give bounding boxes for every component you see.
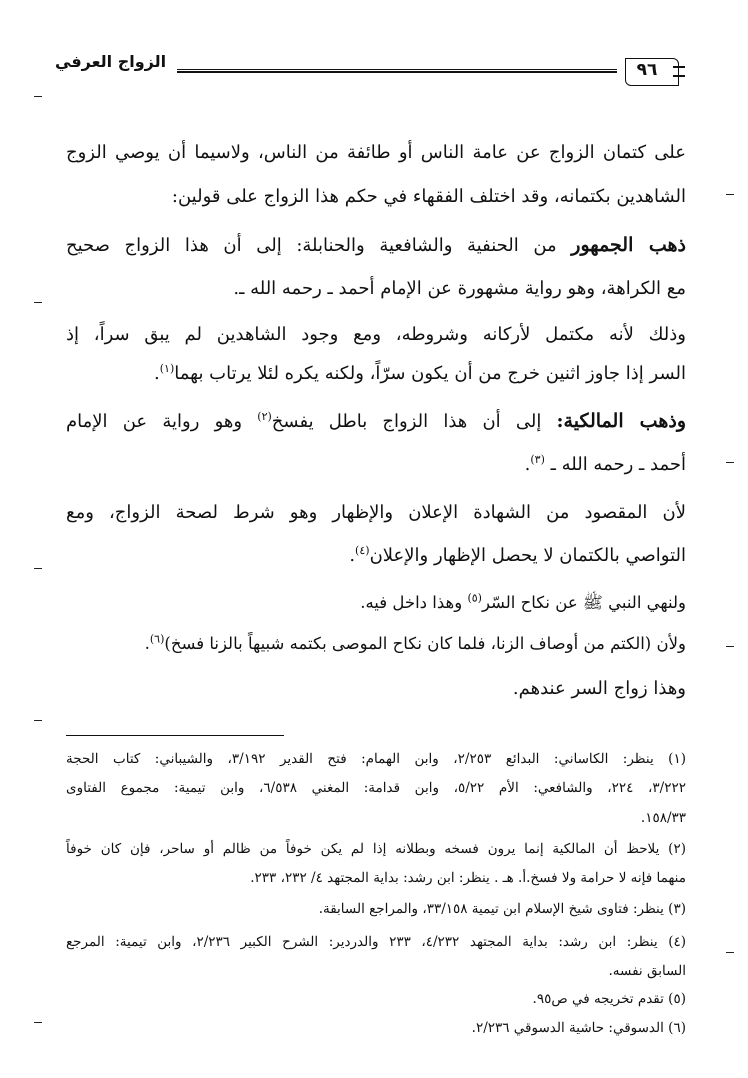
text-span: . bbox=[524, 454, 531, 475]
footnote-line: (٤) ينظر: ابن رشد: بداية المجتهد ٤/٢٣٢، ٢٣٣ والدردير: الشرح الكبير ٢/٢٣٦، وابن تيمية: المرجع bbox=[66, 934, 687, 950]
footnote-ref: (٢) bbox=[257, 410, 272, 423]
text-span: إلى أن هذا الزواج باطل يفسخ bbox=[271, 411, 557, 432]
text-line: وهذا زواج السر عندهم. bbox=[512, 678, 686, 699]
margin-tick bbox=[726, 952, 734, 953]
text-span: السر إذا جاوز اثنين خرج من أن يكون سرّاً، ولكنه يكره لئلا يرتاب بهما bbox=[174, 363, 686, 384]
footnote-line: (٦) الدسوقي: حاشية الدسوقي ٢/٢٣٦. bbox=[471, 1020, 686, 1036]
footnote-line: السابق نفسه. bbox=[608, 963, 686, 979]
footnote-line: ٣/٢٢٢، ٢٢٤، والشافعي: الأم ٥/٢٢، وابن قدامة: المغني ٦/٥٣٨، وابن تيمية: مجموع الفتاوى bbox=[66, 780, 686, 796]
text-line bbox=[360, 590, 686, 616]
margin-tick bbox=[726, 646, 734, 647]
footnote-line: منهما فإنه لا حرامة ولا فسخ.أ. هـ . ينظر: ابن رشد: بداية المجتهد ٤/ ٢٣٢، ٢٣٣. bbox=[250, 870, 686, 886]
footnote-line: (٥) تقدم تخريجه في ص٩٥. bbox=[532, 991, 686, 1007]
footnote-line: (٢) يلاحظ أن المالكية إنما يرون فسخه وبطلانه إذا لم يكن خوفاً من ظالم أو ساحر، فإن كان خوفاً bbox=[66, 841, 686, 857]
margin-tick bbox=[726, 462, 734, 463]
bold-term: ذهب الجمهور bbox=[571, 234, 686, 256]
margin-tick bbox=[34, 1022, 42, 1023]
header-rule bbox=[177, 69, 617, 73]
header-rule-tail bbox=[673, 66, 685, 77]
header-title: الزواج العرفي bbox=[55, 52, 167, 71]
text-span: من الحنفية والشافعية والحنابلة: إلى أن هذا الزواج صحيح bbox=[66, 235, 572, 256]
text-span: ولنهي النبي ﷺ عن نكاح السّر bbox=[481, 593, 686, 612]
text-line: وذلك لأنه مكتمل لأركانه وشروطه، ومع وجود الشاهدين لم يبق سراً، إذ bbox=[66, 324, 686, 345]
text-line bbox=[66, 408, 686, 435]
text-line bbox=[154, 361, 686, 387]
footnote-ref: (١) bbox=[159, 362, 175, 375]
text-span: وهو رواية عن الإمام bbox=[66, 411, 258, 432]
margin-tick bbox=[34, 96, 42, 97]
text-span: ولأن (الكتم من أوصاف الزنا، فلما كان نكاح الموصى بكتمه شبيهاً بالزنا فسخ) bbox=[164, 634, 686, 653]
text-line: مع الكراهة، وهو رواية مشهورة عن الإمام أحمد ـ رحمه الله ـ. bbox=[233, 278, 686, 299]
text-line: على كتمان الزواج عن عامة الناس أو طائفة من الناس، ولاسيما أن يوصي الزوج bbox=[66, 142, 686, 163]
footnote-line: (٣) ينظر: فتاوى شيخ الإسلام ابن تيمية ٣٣/١٥٨، والمراجع السابقة. bbox=[318, 901, 686, 917]
running-header bbox=[55, 44, 685, 100]
footnote-separator bbox=[66, 735, 284, 736]
text-span: التواصي بالكتمان لا يحصل الإظهار والإعلان bbox=[369, 545, 686, 566]
text-span: . bbox=[349, 545, 356, 566]
text-line bbox=[525, 452, 686, 478]
footnote-ref: (٤) bbox=[355, 544, 370, 557]
margin-tick bbox=[34, 720, 42, 721]
text-line bbox=[66, 232, 686, 259]
text-span: وهذا داخل فيه. bbox=[360, 593, 468, 612]
text-span: . bbox=[144, 634, 150, 653]
margin-tick bbox=[34, 302, 42, 303]
footnote-ref: (٦) bbox=[149, 632, 165, 646]
footnote-ref: (٣) bbox=[530, 453, 545, 466]
text-span: . bbox=[154, 363, 160, 384]
text-line bbox=[349, 543, 686, 569]
page-number: ٩٦ bbox=[636, 60, 658, 80]
footnote-ref: (٥) bbox=[467, 591, 482, 605]
text-line bbox=[145, 631, 686, 657]
footnote-line: ١٥٨/٣٣. bbox=[640, 810, 686, 826]
margin-tick bbox=[34, 568, 42, 569]
bold-term: وذهب المالكية: bbox=[556, 410, 686, 432]
text-span: أحمد ـ رحمه الله ـ bbox=[544, 454, 686, 475]
margin-tick bbox=[726, 194, 734, 195]
text-line: لأن المقصود من الشهادة الإعلان والإظهار وهو شرط لصحة الزواج، ومع bbox=[66, 502, 686, 523]
text-line: الشاهدين بكتمانه، وقد اختلف الفقهاء في حكم هذا الزواج على قولين: bbox=[171, 186, 686, 207]
footnote-line: (١) ينظر: الكاساني: البدائع ٢/٢٥٣، وابن الهمام: فتح القدير ٣/١٩٢، والشيباني: كتاب الحجة bbox=[66, 751, 686, 767]
